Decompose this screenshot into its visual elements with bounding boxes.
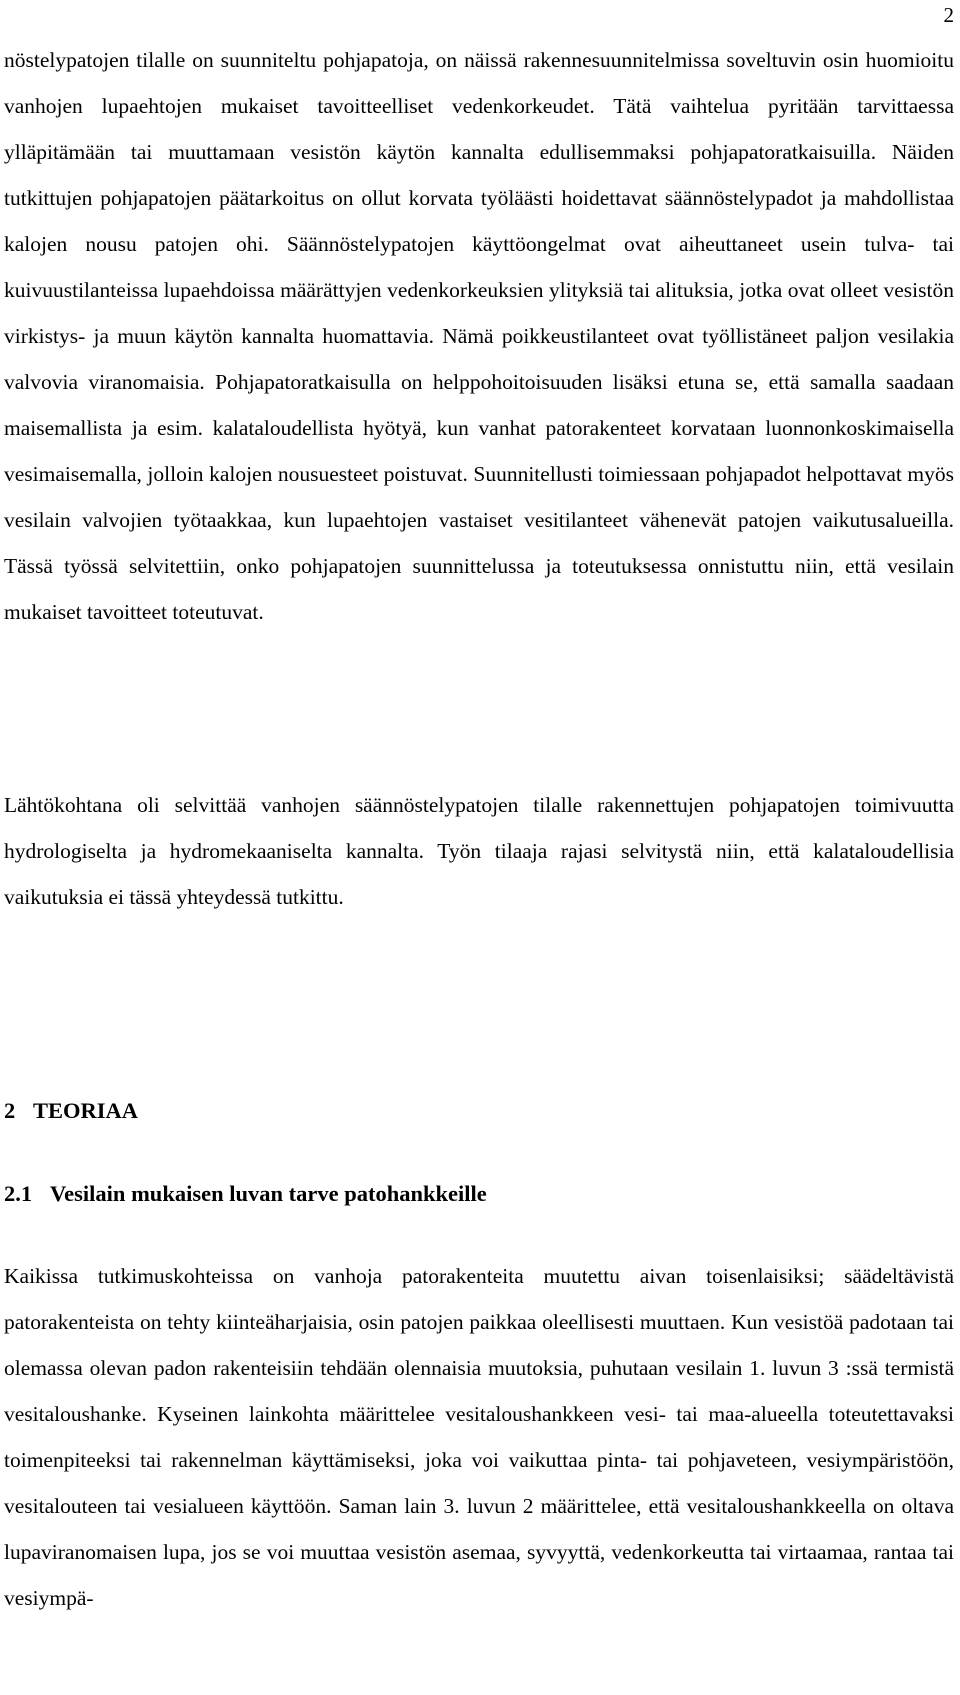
- section-number: 2: [4, 1098, 16, 1123]
- section-title: TEORIAA: [33, 1098, 139, 1123]
- page-number: 2: [943, 3, 954, 27]
- body-paragraph-3: Kaikissa tutkimuskohteissa on vanhoja patorakenteita muutettu aivan toisenlaisiksi; säädeltävistä patorakenteista on tehty kiinteäharjaisia, osin patojen paikkaa oleellisesti muuttaen. Kun vesistöä padotaan tai olemassa olevan padon rakenteisiin tehdään olennaisia muutoksia, puhutaan vesilain 1. luvun 3 :ssä termistä vesitaloushanke. Kyseinen lainkohta määrittelee vesitaloushankkeen vesi- tai maa-alueella toteutettavaksi toimenpiteeksi tai rakennelman käyttämiseksi, joka voi vaikuttaa pinta- tai pohjaveteen, vesiympäristöön, vesitalouteen tai vesialueen käyttöön. Saman lain 3. luvun 2 määrittelee, että vesitaloushankkeella on oltava lupaviranomaisen lupa, jos se voi muuttaa vesistön asemaa, syvyyttä, vedenkorkeutta tai virtaamaa, rantaa tai vesiympä-: [4, 1264, 954, 1610]
- subsection-heading: [4, 1179, 487, 1209]
- body-paragraph-1: nöstelypatojen tilalle on suunniteltu pohjapatoja, on näissä rakennesuunnitelmissa soveltuvin osin huomioitu vanhojen lupaehtojen mukaiset tavoitteelliset vedenkorkeudet. Tätä vaihtelua pyritään tarvittaessa ylläpitämään tai muuttamaan vesistön käytön kannalta edullisemmaksi pohjapatoratkaisuilla. Näiden tutkittujen pohjapatojen päätarkoitus on ollut korvata työläästi hoidettavat säännöstelypadot ja mahdollistaa kalojen nousu patojen ohi. Säännöstelypatojen käyttöongelmat ovat aiheuttaneet usein tulva- tai kuivuustilanteissa lupaehdoissa määrättyjen vedenkorkeuksien ylityksiä tai alituksia, jotka ovat olleet vesistön virkistys- ja muun käytön kannalta huomattavia. Nämä poikkeustilanteet ovat työllistäneet paljon vesilakia valvovia viranomaisia. Pohjapatoratkaisulla on helppohoitoisuuden lisäksi etuna se, että samalla saadaan maisemallista ja esim. kalataloudellista hyötyä, kun vanhat patorakenteet korvataan luonnonkoskimaisella vesimaisemalla, jolloin kalojen nousuesteet poistuvat. Suunnitellusti toimiessaan pohjapadot helpottavat myös vesilain valvojien työtaakkaa, kun lupaehtojen vastaiset vesitilanteet vähenevät patojen vaikutusalueilla. Tässä työssä selvitettiin, onko pohjapatojen suunnittelussa ja toteutuksessa onnistuttu niin, että vesilain mukaiset tavoitteet toteutuvat.: [4, 48, 954, 624]
- body-paragraph-2: Lähtökohtana oli selvittää vanhojen säännöstelypatojen tilalle rakennettujen pohjapatojen toimivuutta hydrologiselta ja hydromekaaniselta kannalta. Työn tilaaja rajasi selvitystä niin, että kalataloudellisia vaikutuksia ei tässä yhteydessä tutkittu.: [4, 793, 954, 909]
- subsection-title: Vesilain mukaisen luvan tarve patohankkeille: [50, 1181, 487, 1206]
- subsection-number: 2.1: [4, 1181, 33, 1206]
- section-heading: [4, 1096, 138, 1126]
